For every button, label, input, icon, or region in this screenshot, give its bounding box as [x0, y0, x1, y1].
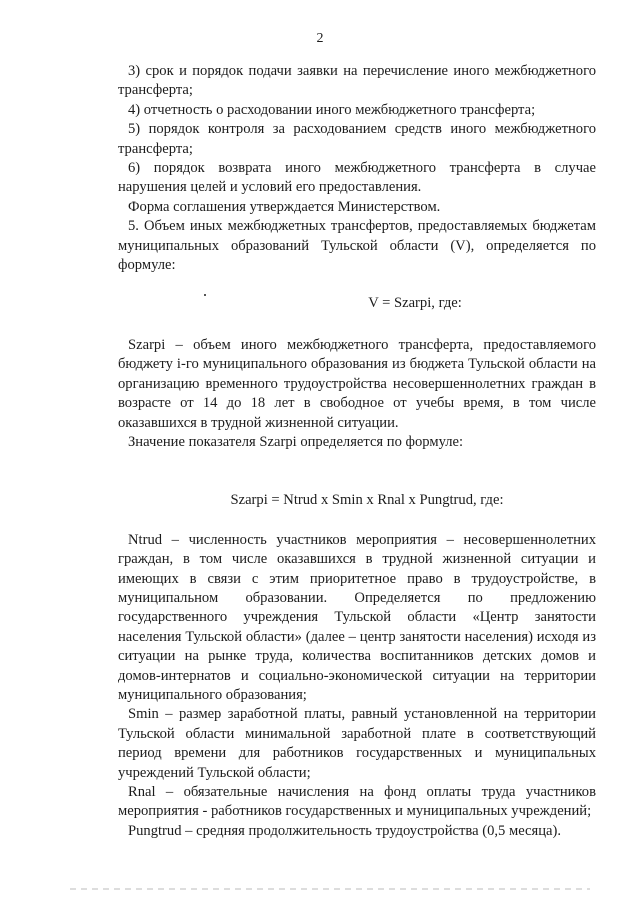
volume-paragraph: 5. Объем иных межбюджетных трансфертов, предоставляемых бюджетам муниципальных образований Тульской области (V), определяется по формуле:	[118, 218, 596, 274]
formula-szarpi: Szarpi = Ntrud x Smin x Rnal x Pungtrud, где:	[230, 492, 504, 509]
scan-artifact-line	[70, 888, 590, 890]
definition-ntrud: Ntrud – численность участников мероприятия – несовершеннолетних граждан, в том числе оказавшихся в трудной жизненной ситуации и имеющих в связи с этим приоритетное право в трудоустройстве, в муниципальном образовании. Определяется по предложению государственного учреждения Тульской области «Центр занятости населения Тульской области» (далее – центр занятости населения) исходя из ситуации на рынке труда, количества воспитанников детских домов и домов-интернатов и социально-экономической ситуации на территории муниципального образования;	[118, 531, 596, 703]
document-body	[118, 62, 596, 841]
agreement-form-paragraph: Форма соглашения утверждается Министерством.	[128, 198, 441, 215]
list-item-refund: 6) порядок возврата иного межбюджетного трансферта в случае нарушения целей и условий его предоставления.	[118, 160, 596, 196]
definition-smin: Smin – размер заработной платы, равный установленной на территории Тульской области минимальной заработной плате в соответствующий период времени для работников государственных и муниципальных учреждений Тульской области;	[118, 706, 596, 781]
definition-pungtrud: Pungtrud – средняя продолжительность трудоустройства (0,5 месяца).	[128, 822, 562, 839]
definition-rnal: Rnal – обязательные начисления на фонд оплаты труда участников мероприятия - работников государственных и муниципальных учреждений;	[118, 784, 596, 820]
list-item-reporting: 4) отчетность о расходовании иного межбюджетного трансферта;	[128, 101, 536, 118]
szarpi-definition: Szarpi – объем иного межбюджетного трансферта, предоставляемого бюджету i-го муниципального образования из бюджета Тульской области на организацию временного трудоустройства несовершеннолетних граждан в возрасте от 14 до 18 лет в свободное от учебы время, в том числе оказавшихся в трудной жизненной ситуации.	[118, 336, 596, 431]
list-item-application-deadline: 3) срок и порядок подачи заявки на перечисление иного межбюджетного трансферта;	[118, 63, 596, 99]
page-number: 2	[316, 31, 324, 46]
formula-v: V = Szarpi, где:	[368, 295, 462, 312]
list-item-control: 5) порядок контроля за расходованием средств иного межбюджетного трансферта;	[118, 121, 596, 157]
szarpi-intro: Значение показателя Szarpi определяется по формуле:	[128, 433, 464, 450]
